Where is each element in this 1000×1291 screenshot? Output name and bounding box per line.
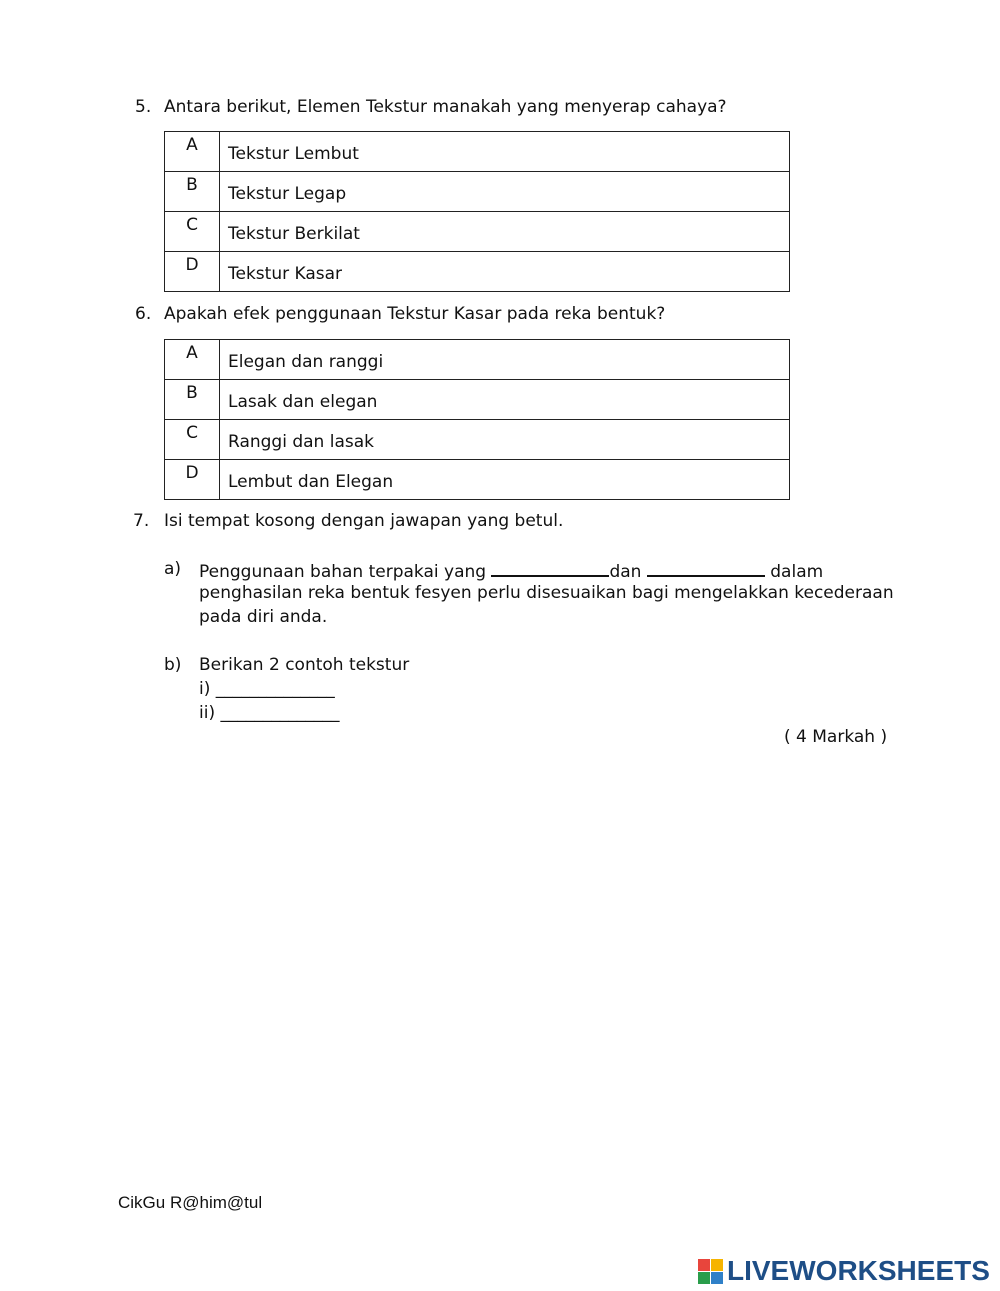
question-6-text: Apakah efek penggunaan Tekstur Kasar pada reka bentuk?	[164, 304, 666, 324]
logo-square-blue	[711, 1272, 723, 1284]
part-b-label: b)	[164, 655, 182, 675]
part-a-text-2: dan	[609, 562, 642, 582]
option-row[interactable]	[165, 212, 790, 252]
option-text: Lembut dan Elegan	[220, 460, 790, 500]
question-6-number: 6.	[135, 304, 152, 324]
question-5-number: 5.	[135, 97, 152, 117]
option-letter: A	[165, 340, 220, 380]
option-letter: A	[165, 132, 220, 172]
option-text: Lasak dan elegan	[220, 380, 790, 420]
part-a-line-1	[199, 559, 823, 582]
part-b-answer-ii[interactable]: ii) ______________	[199, 703, 340, 723]
answer-blank-1[interactable]	[491, 559, 609, 577]
question-6-options-table	[164, 339, 790, 500]
option-row[interactable]	[165, 252, 790, 292]
part-b-answer-i[interactable]: i) ______________	[199, 679, 335, 699]
option-letter: C	[165, 212, 220, 252]
liveworksheets-brand-text: LIVEWORKSHEETS	[727, 1255, 990, 1286]
option-row[interactable]	[165, 172, 790, 212]
option-text: Tekstur Kasar	[220, 252, 790, 292]
author-signature: CikGu R@him@tul	[118, 1193, 263, 1212]
part-a-label: a)	[164, 559, 182, 579]
option-letter: D	[165, 252, 220, 292]
logo-square-red	[698, 1259, 710, 1271]
liveworksheets-logo-icon	[698, 1259, 723, 1284]
part-a-text-3: dalam	[770, 562, 824, 582]
part-a-line-3: pada diri anda.	[199, 607, 328, 627]
question-5-options-table	[164, 131, 790, 292]
answer-blank-2[interactable]	[647, 559, 765, 577]
option-row[interactable]	[165, 420, 790, 460]
option-text: Elegan dan ranggi	[220, 340, 790, 380]
liveworksheets-logo	[698, 1255, 990, 1287]
part-b-text: Berikan 2 contoh tekstur	[199, 655, 410, 675]
option-letter: C	[165, 420, 220, 460]
part-a-line-2: penghasilan reka bentuk fesyen perlu disesuaikan bagi mengelakkan kecederaan	[199, 583, 894, 603]
option-letter: B	[165, 380, 220, 420]
option-text: Tekstur Berkilat	[220, 212, 790, 252]
option-row[interactable]	[165, 340, 790, 380]
part-a-text-1: Penggunaan bahan terpakai yang	[199, 562, 487, 582]
option-letter: B	[165, 172, 220, 212]
option-text: Tekstur Lembut	[220, 132, 790, 172]
logo-square-green	[698, 1272, 710, 1284]
logo-square-yellow	[711, 1259, 723, 1271]
option-letter: D	[165, 460, 220, 500]
option-row[interactable]	[165, 380, 790, 420]
marks-label: ( 4 Markah )	[784, 727, 888, 747]
option-text: Ranggi dan lasak	[220, 420, 790, 460]
question-7-text: Isi tempat kosong dengan jawapan yang betul.	[164, 511, 564, 531]
option-row[interactable]	[165, 132, 790, 172]
question-5-text: Antara berikut, Elemen Tekstur manakah yang menyerap cahaya?	[164, 97, 727, 117]
option-row[interactable]	[165, 460, 790, 500]
option-text: Tekstur Legap	[220, 172, 790, 212]
question-7-number: 7.	[133, 511, 150, 531]
